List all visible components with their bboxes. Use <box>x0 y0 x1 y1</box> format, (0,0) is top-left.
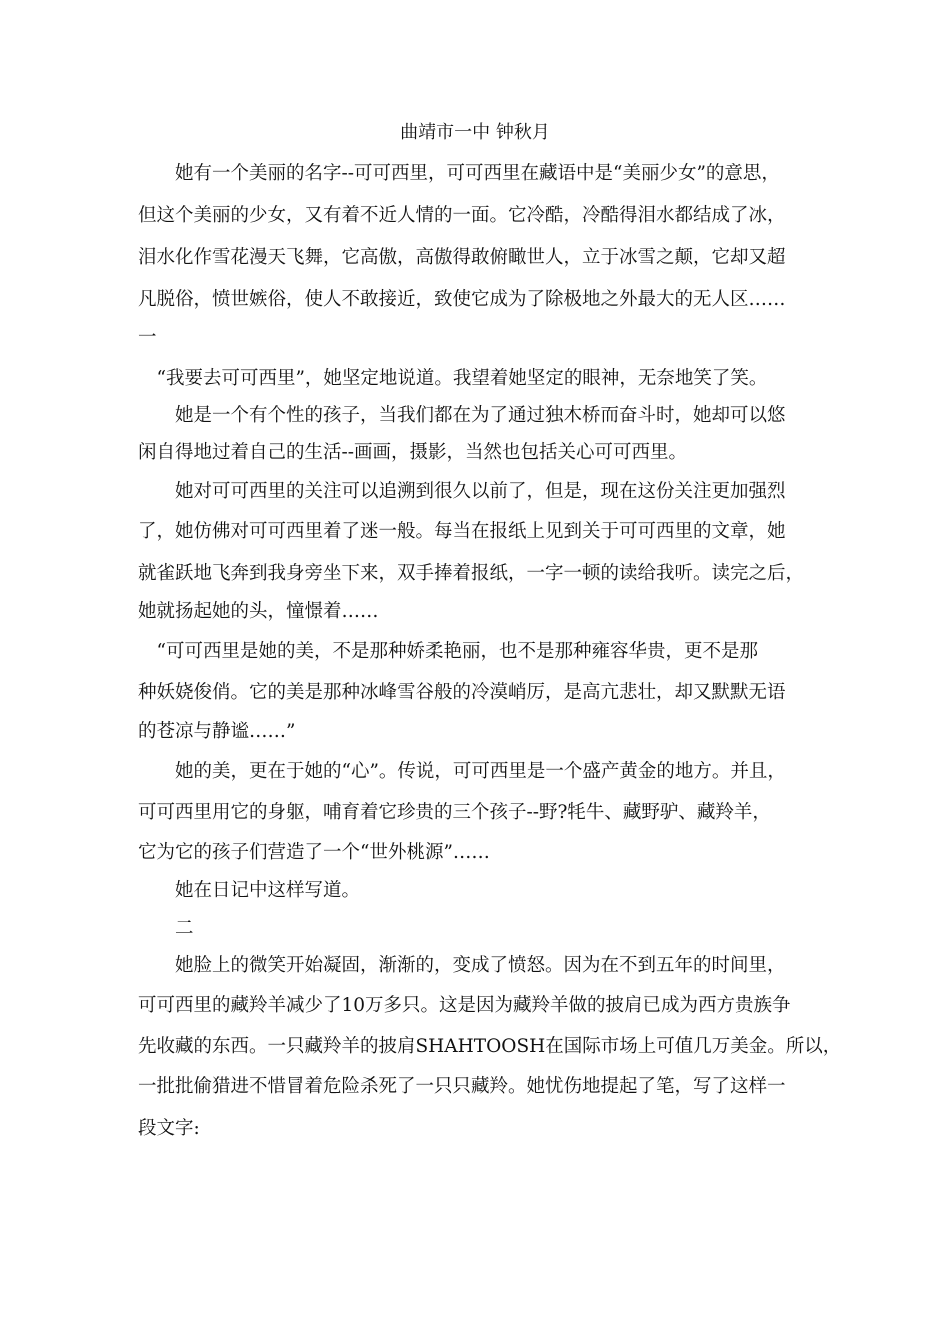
paragraph-line: 凡脱俗，愤世嫉俗，使人不敢接近，致使它成为了除极地之外最大的无人区…… <box>138 289 786 310</box>
paragraph-line: 但这个美丽的少女，又有着不近人情的一面。它冷酷，冷酷得泪水都结成了冰， <box>138 205 786 226</box>
paragraph-line: 她有一个美丽的名字--可可西里，可可西里在藏语中是“美丽少女”的意思， <box>138 163 780 184</box>
paragraph-line: 可可西里的藏羚羊减少了10万多只。这是因为藏羚羊做的披肩已成为西方贵族争 <box>138 995 791 1016</box>
paragraph-line: 就雀跃地飞奔到我身旁坐下来，双手捧着报纸，一字一顿的读给我听。读完之后， <box>138 563 805 584</box>
paragraph-line: 闲自得地过着自己的生活--画画，摄影，当然也包括关心可可西里。 <box>138 442 688 463</box>
quote-line: 的苍凉与静谧……” <box>138 721 296 742</box>
paragraph-line: 她就扬起她的头，憧憬着…… <box>138 601 379 622</box>
paragraph-line: 泪水化作雪花漫天飞舞，它高傲，高傲得敢俯瞰世人，立于冰雪之颠，它却又超 <box>138 247 786 268</box>
section-heading-2: 二 <box>138 918 194 939</box>
paragraph-line: 先收藏的东西。一只藏羚羊的披肩SHAHTOOSH在国际市场上可值几万美金。所以， <box>138 1036 842 1057</box>
paragraph-line: 她是一个有个性的孩子，当我们都在为了通过独木桥而奋斗时，她却可以悠 <box>138 405 786 426</box>
paragraph-line: 她脸上的微笑开始凝固，渐渐的，变成了愤怒。因为在不到五年的时间里， <box>138 955 786 976</box>
paragraph-line: 一批批偷猎进不惜冒着危险杀死了一只只藏羚。她忧伤地提起了笔，写了这样一 <box>138 1076 786 1097</box>
quote-line: 种妖娆俊俏。它的美是那种冰峰雪谷般的冷漠峭厉，是高亢悲壮，却又默默无语 <box>138 682 786 703</box>
paragraph-line: 可可西里用它的身躯，哺育着它珍贵的三个孩子--野?牦牛、藏野驴、藏羚羊， <box>138 802 771 823</box>
paragraph-line: 她对可可西里的关注可以追溯到很久以前了，但是，现在这份关注更加强烈 <box>138 481 786 502</box>
paragraph-line: 她在日记中这样写道。 <box>138 880 361 901</box>
paragraph-line: 它为它的孩子们营造了一个“世外桃源”…… <box>138 842 490 863</box>
paragraph-line: 她的美，更在于她的“心”。传说，可可西里是一个盛产黄金的地方。并且， <box>138 761 786 782</box>
author-byline: 曲靖市一中 钟秋月 <box>400 122 550 143</box>
quote-line: “可可西里是她的美，不是那种娇柔艳丽，也不是那种雍容华贵，更不是那 <box>138 641 758 662</box>
section-heading-1: 一 <box>138 327 157 348</box>
paragraph-line: “我要去可可西里”，她坚定地说道。我望着她坚定的眼神，无奈地笑了笑。 <box>138 368 768 389</box>
paragraph-line: 了，她仿佛对可可西里着了迷一般。每当在报纸上见到关于可可西里的文章，她 <box>138 521 786 542</box>
paragraph-line: 段文字: <box>138 1118 200 1139</box>
